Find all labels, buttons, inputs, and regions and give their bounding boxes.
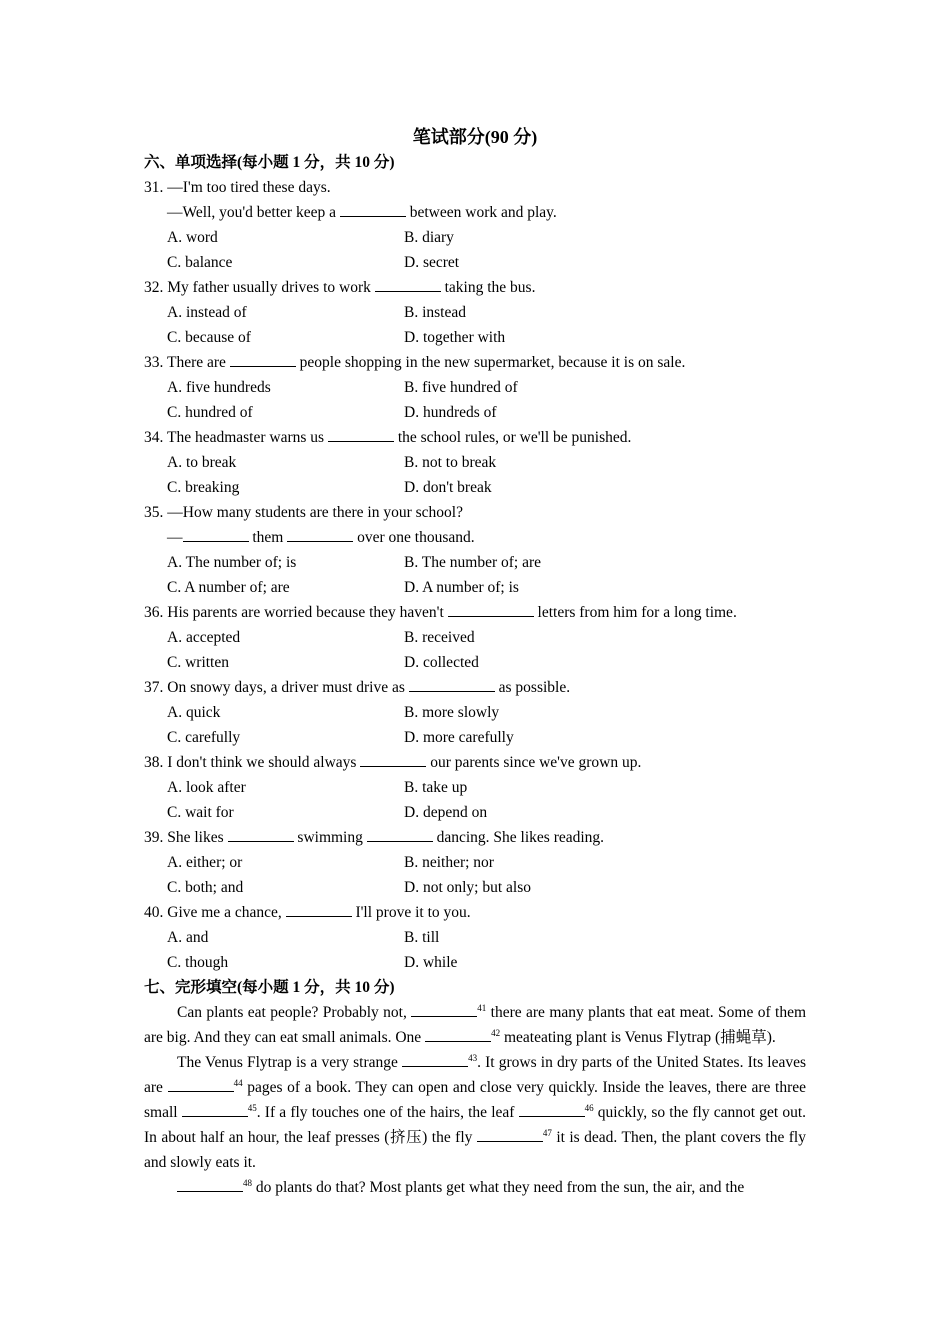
question-36-options-row1 — [144, 625, 806, 650]
question-33-options-row1 — [144, 375, 806, 400]
option-c: C. hundred of — [167, 404, 253, 421]
question-34-options-row2 — [144, 475, 806, 500]
option-d: D. hundreds of — [404, 404, 497, 421]
option-a: A. instead of — [167, 304, 247, 321]
option-b: B. neither; nor — [404, 854, 494, 871]
question-32-options-row2 — [144, 325, 806, 350]
question-31-options-row1 — [144, 225, 806, 250]
option-d: D. don't break — [404, 479, 492, 496]
option-d: D. while — [404, 954, 458, 971]
option-b: B. till — [404, 929, 440, 946]
question-40-stem: 40. Give me a chance, I'll prove it to you. — [144, 904, 471, 921]
section-heading-6: 六、单项选择(每小题 1 分，共 10 分) — [144, 154, 395, 171]
answer-blank — [367, 827, 433, 842]
option-a: A. quick — [167, 704, 221, 721]
option-d: D. A number of; is — [404, 579, 519, 596]
option-b: B. take up — [404, 779, 468, 796]
cloze-paragraph-2: The Venus Flytrap is a very strange $^{43}$. It grows in dry parts of the United States. Its leaves are $^{44}$ pages of a book. They can open and close very quickly. Inside the leaves, there are three small $^{45}$. If a fly touches one of the hairs, the leaf $^{46}$ quickly, so the fly cannot get out. In about half an hour, the leaf presses (挤压) the fly $^{47}$ it is dead. Then, the plant covers the fly and slowly eats it. — [144, 1053, 807, 1171]
answer-blank — [448, 602, 534, 617]
option-b: B. not to break — [404, 454, 497, 471]
answer-blank — [287, 527, 353, 542]
option-c: C. carefully — [167, 729, 241, 746]
question-35-response: — them over one thousand. — [167, 529, 475, 546]
option-c: C. written — [167, 654, 229, 671]
question-31-response: —Well, you'd better keep a between work and play. — [167, 204, 557, 221]
question-36-stem: 36. His parents are worried because they haven't letters from him for a long time. — [144, 604, 737, 621]
question-33-options-row2 — [144, 400, 806, 425]
question-34-options-row1 — [144, 450, 806, 475]
section-heading-7: 七、完形填空(每小题 1 分，共 10 分) — [144, 979, 395, 996]
answer-blank — [328, 427, 394, 442]
question-38-options-row2 — [144, 800, 806, 825]
option-c: C. wait for — [167, 804, 234, 821]
question-31-stem: 31. —I'm too tired these days. — [144, 179, 331, 196]
exam-page — [144, 124, 806, 1200]
option-d: D. secret — [404, 254, 460, 271]
cloze-blank-45 — [182, 1102, 248, 1117]
option-d: D. more carefully — [404, 729, 514, 746]
option-a: A. either; or — [167, 854, 243, 871]
option-a: A. accepted — [167, 629, 241, 646]
question-36-options-row2 — [144, 650, 806, 675]
option-b: B. five hundred of — [404, 379, 518, 396]
option-c: C. A number of; are — [167, 579, 290, 596]
option-c: C. balance — [167, 254, 233, 271]
question-31-options-row2 — [144, 250, 806, 275]
question-32-options-row1 — [144, 300, 806, 325]
question-37-stem: 37. On snowy days, a driver must drive as as possible. — [144, 679, 571, 696]
cloze-blank-47 — [477, 1127, 543, 1142]
cloze-blank-48 — [177, 1177, 243, 1192]
cloze-blank-41 — [411, 1002, 477, 1017]
option-a: A. and — [167, 929, 209, 946]
cloze-blank-43 — [402, 1052, 468, 1067]
question-39-options-row1 — [144, 850, 806, 875]
answer-blank — [375, 277, 441, 292]
answer-blank — [230, 352, 296, 367]
option-b: B. The number of; are — [404, 554, 542, 571]
option-c: C. because of — [167, 329, 251, 346]
page-title: 笔试部分(90 分) — [412, 127, 538, 147]
answer-blank — [409, 677, 495, 692]
option-b: B. received — [404, 629, 475, 646]
cloze-paragraph-1: Can plants eat people? Probably not, $^{41}$ there are many plants that eat meat. Some of them are big. And they can eat small animals. One $^{42}$ meateating plant is Venus Flytrap (捕蝇草). — [144, 1003, 807, 1046]
option-b: B. instead — [404, 304, 466, 321]
question-33-stem: 33. There are people shopping in the new supermarket, because it is on sale. — [144, 354, 686, 371]
question-40-options-row2 — [144, 950, 806, 975]
cloze-blank-46 — [519, 1102, 585, 1117]
question-40-options-row1 — [144, 925, 806, 950]
option-a: A. word — [167, 229, 218, 246]
answer-blank — [360, 752, 426, 767]
answer-blank — [183, 527, 249, 542]
question-37-options-row2 — [144, 725, 806, 750]
cloze-blank-44 — [168, 1077, 234, 1092]
option-a: A. look after — [167, 779, 246, 796]
option-a: A. The number of; is — [167, 554, 297, 571]
option-c: C. though — [167, 954, 229, 971]
question-38-stem: 38. I don't think we should always our parents since we've grown up. — [144, 754, 642, 771]
option-c: C. breaking — [167, 479, 240, 496]
option-d: D. depend on — [404, 804, 488, 821]
option-d: D. not only; but also — [404, 879, 532, 896]
question-39-options-row2 — [144, 875, 806, 900]
answer-blank — [228, 827, 294, 842]
option-a: A. to break — [167, 454, 237, 471]
answer-blank — [286, 902, 352, 917]
option-d: D. together with — [404, 329, 506, 346]
option-c: C. both; and — [167, 879, 244, 896]
question-39-stem: 39. She likes swimming dancing. She likes reading. — [144, 829, 605, 846]
question-37-options-row1 — [144, 700, 806, 725]
option-b: B. more slowly — [404, 704, 500, 721]
question-32-stem: 32. My father usually drives to work taking the bus. — [144, 279, 536, 296]
cloze-paragraph-3: $^{48}$ do plants do that? Most plants get what they need from the sun, the air, and the — [144, 1175, 806, 1200]
option-b: B. diary — [404, 229, 454, 246]
question-38-options-row1 — [144, 775, 806, 800]
answer-blank — [340, 202, 406, 217]
cloze-blank-42 — [425, 1027, 491, 1042]
question-35-stem: 35. —How many students are there in your school? — [144, 504, 463, 521]
option-a: A. five hundreds — [167, 379, 271, 396]
question-35-options-row1 — [144, 550, 806, 575]
question-34-stem: 34. The headmaster warns us the school rules, or we'll be punished. — [144, 429, 632, 446]
option-d: D. collected — [404, 654, 479, 671]
question-35-options-row2 — [144, 575, 806, 600]
